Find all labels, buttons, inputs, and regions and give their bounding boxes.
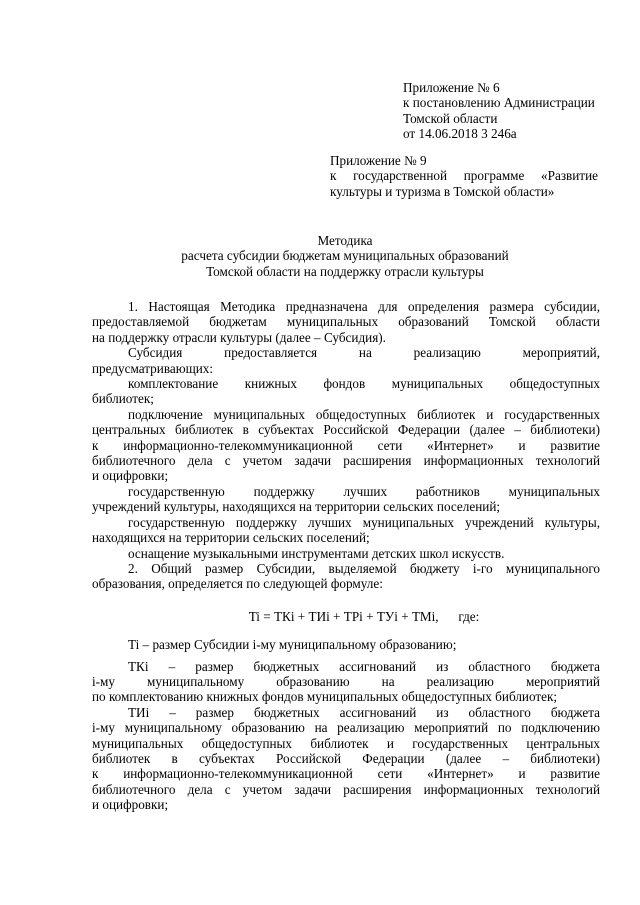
paragraph-line: 1. Настоящая Методика предназначена для определения размера субсидии, — [128, 299, 600, 314]
paragraph-line: оснащение музыкальными инструментами детских школ искусств. — [128, 545, 505, 561]
title-line: Методика — [317, 233, 373, 248]
paragraph-line: предусматривающих: — [92, 360, 214, 376]
appendix-9-line: культуры и туризма в Томской области» — [330, 183, 555, 199]
definition-line: и оцифровки; — [92, 797, 169, 813]
paragraph-line: и оцифровки; — [92, 468, 169, 484]
paragraph-line: на поддержку отрасли культуры (далее – Субсидия). — [92, 329, 386, 345]
appendix-6-line: Приложение № 6 — [403, 80, 500, 95]
definition-line: по комплектованию книжных фондов муниципальных общедоступных библиотек; — [92, 689, 558, 705]
appendix-9-line: к государственной программе «Развитие — [330, 168, 598, 184]
paragraph-line: библиотек; — [92, 391, 154, 407]
appendix-6-header — [403, 80, 603, 142]
appendix-9-title: Приложение № 9 — [330, 153, 427, 168]
definition-line: i-му муниципальному образованию на реализацию мероприятий — [92, 673, 600, 689]
paragraph-line: государственную поддержку лучших работников муниципальных — [128, 483, 600, 499]
definition-line: муниципальных общедоступных библиотек и государственных центральных — [92, 735, 600, 751]
paragraph-line: находящихся на территории сельских поселений; — [92, 530, 370, 546]
definition-line: к информационно-телекоммуникационной сети «Интернет» и развитие — [92, 766, 600, 782]
document-body — [92, 299, 600, 813]
appendix-6-line: от 14.06.2018 3 246а — [403, 126, 517, 142]
paragraph-line: учреждений культуры, находящихся на территории сельских поселений; — [92, 499, 501, 515]
paragraph-line: комплектование книжных фондов муниципальных общедоступных — [128, 376, 600, 392]
definition-line: ТКi – размер бюджетных ассигнований из областного бюджета — [128, 658, 600, 674]
paragraph-line: государственную поддержку лучших муниципальных учреждений культуры, — [128, 514, 600, 530]
definition-line: библиотек в субъектах Российской Федерации (далее – библиотеки) — [92, 750, 600, 766]
paragraph-line: образования, определяется по следующей формуле: — [92, 576, 383, 592]
appendix-6-line: Томской области — [403, 110, 498, 126]
paragraph-line: 2. Общий размер Субсидии, выделяемой бюджету i-го муниципального — [128, 560, 600, 576]
paragraph-line: предоставляемой бюджетам муниципальных образований Томской области — [92, 314, 600, 330]
paragraph-line: подключение муниципальных общедоступных библиотек и государственных — [128, 406, 600, 422]
appendix-6-line: к постановлению Администрации — [403, 95, 595, 111]
title-line: расчета субсидии бюджетам муниципальных образований — [181, 248, 509, 264]
definition-line: ТИi – размер бюджетных ассигнований из областного бюджета — [128, 704, 600, 720]
appendix-9-header — [330, 153, 598, 199]
definition-line: i-му муниципальному образованию на реализацию мероприятий по подключению — [92, 720, 600, 736]
title-line: Томской области на поддержку отрасли культуры — [206, 263, 484, 279]
paragraph-line: Субсидия предоставляется на реализацию мероприятий, — [128, 345, 600, 361]
paragraph-line: библиотечного дела с учетом задачи расширения информационных технологий — [92, 453, 600, 469]
subsidy-formula: Ti = ТКi + ТИi + ТРi + ТУi + ТМi, где: — [248, 608, 480, 624]
paragraph-line: центральных библиотек в субъектах Российской Федерации (далее – библиотеки) — [92, 422, 600, 438]
paragraph-line: к информационно-телекоммуникационной сети «Интернет» и развитие — [92, 437, 600, 453]
document-title — [140, 233, 550, 279]
definition-line: Ti – размер Субсидии i-му муниципальному образованию; — [128, 637, 457, 653]
definition-line: библиотечного дела с учетом задачи расширения информационных технологий — [92, 781, 600, 797]
